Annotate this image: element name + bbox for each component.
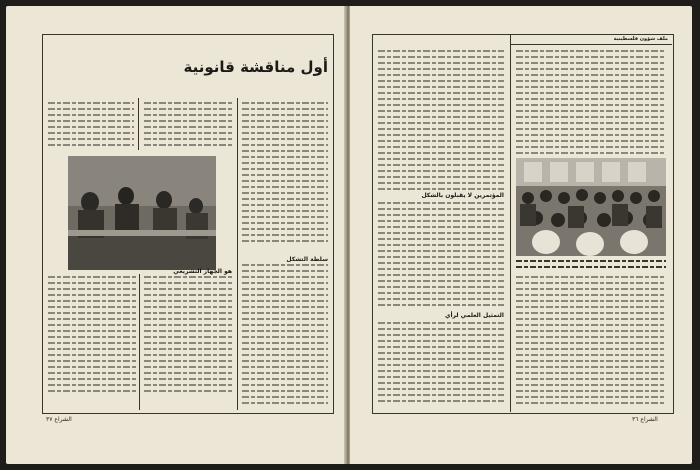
audience-photo: [516, 158, 666, 256]
text-column-right-top: [516, 50, 666, 158]
center-column-rule: [510, 34, 511, 412]
text-column-middle-lower: [144, 276, 232, 396]
section-head-2: سلطة التشكل: [286, 256, 328, 263]
text-column-left-top: [48, 102, 134, 150]
text-column-middle-top: [144, 102, 232, 150]
section-head-4: التمثيل العلمي لرأي: [445, 312, 504, 319]
left-page: [6, 6, 346, 464]
article-headline: أول مناقشة قانونية: [183, 58, 328, 76]
column-rule: [139, 274, 140, 410]
text-column-right: [242, 102, 328, 246]
section-head-3: المؤتمرين لا يقبلون بالشكل: [421, 192, 504, 199]
running-head: ملف شؤون فلسطينية: [613, 36, 668, 42]
audience-photo-image: [516, 158, 666, 256]
column-rule: [138, 98, 139, 150]
photo-caption: [516, 260, 666, 272]
text-column-left-top: [378, 50, 504, 194]
meeting-photo-image: [68, 156, 216, 270]
meeting-photo: [68, 156, 216, 270]
text-column-right-lower: [516, 276, 666, 408]
text-column-right-lower: [242, 264, 328, 408]
running-head-rule: [510, 44, 672, 45]
right-folio: الشراع ٣٦: [632, 416, 658, 423]
text-column-left-lower: [48, 276, 136, 396]
text-column-left-middle: [378, 202, 504, 310]
text-column-left-lower: [378, 322, 504, 406]
right-page: [350, 6, 692, 464]
left-folio: الشراع ٣٧: [46, 416, 72, 423]
magazine-spread: [6, 6, 692, 464]
column-rule: [237, 98, 238, 410]
section-head-1: هو الجهاز التشريعي: [173, 268, 232, 275]
